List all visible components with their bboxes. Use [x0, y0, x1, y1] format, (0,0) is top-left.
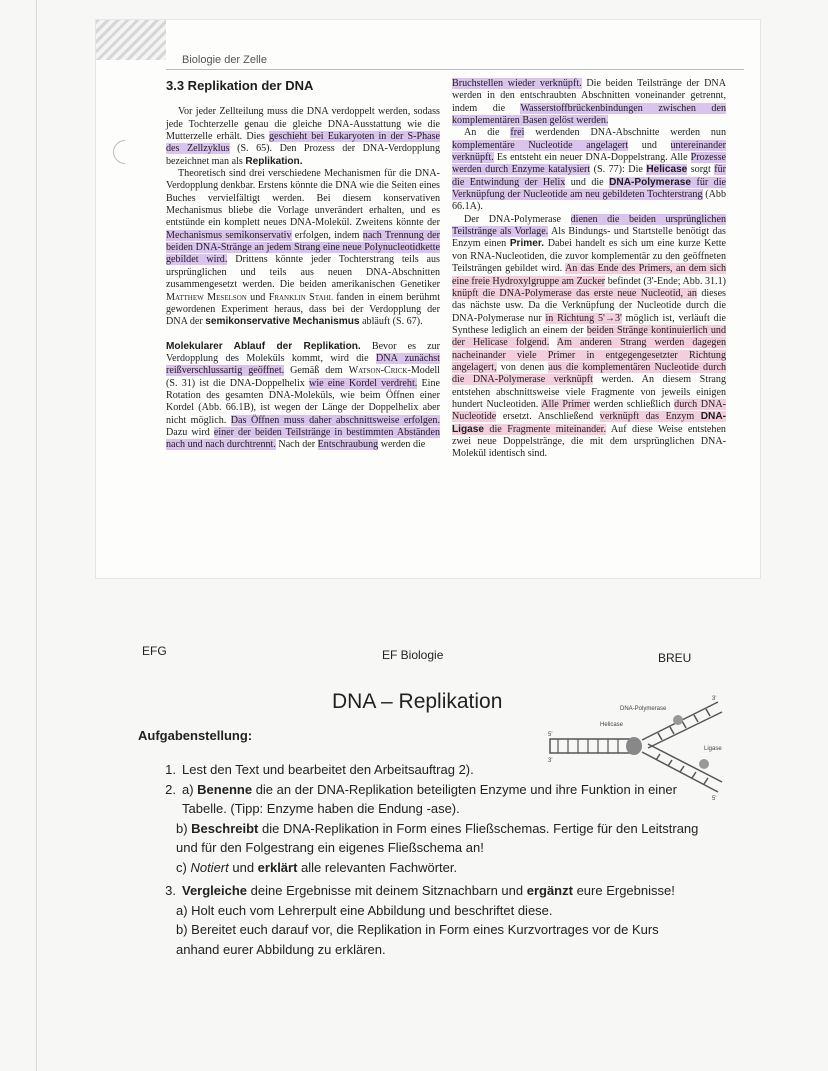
text-run: dienen die beiden ursprünglichen Teilstränge als Vorlage.: [452, 213, 726, 238]
paragraph-gap: [166, 329, 440, 341]
task-text: a) Benenne die an der DNA-Replikation beteiligten Enzyme und ihre Funktion in einer Tabelle. (Tipp: Enzyme haben die Endung -ase).: [182, 781, 677, 816]
paragraph: [452, 214, 726, 461]
text-run: Es entsteht ein neuer DNA-Doppelstrang. Alle: [493, 152, 691, 164]
text-run: werden die: [378, 439, 426, 451]
text-run: untereinander verknüpft.: [452, 139, 726, 164]
text-run: in Richtung 5'→3': [545, 312, 622, 324]
polymerase-enzyme-shape: [673, 715, 683, 725]
text-run: frei: [510, 127, 525, 139]
task-2c: c) Notiert und erklärt alle relevanten Fachwörter.: [176, 859, 458, 875]
task-2: [142, 780, 702, 819]
text-run: werdenden DNA-Abschnitte werden nun: [524, 127, 727, 139]
label-polymerase: DNA-Polymerase: [620, 706, 667, 712]
text-run: Als Bindungs- und Startstelle benötigt das Enzym einen: [452, 226, 726, 250]
task-3: [142, 881, 702, 901]
label-ligase: Ligase: [704, 746, 722, 752]
text-column-left: [166, 80, 440, 452]
task-heading: Aufgabenstellung:: [138, 728, 253, 743]
text-run: dieses das nächste usw. Da die Verknüpfung der Nucleotide durch die DNA-Polymerase nur: [452, 287, 726, 324]
text-run: DNA-Ligase: [452, 411, 726, 435]
text-run: erfolgen, indem: [291, 229, 363, 241]
text-run: fanden in einem berühmt gewordenen Experiment heraus, dass bei der Verdopplung der DNA der: [166, 291, 440, 328]
text-run: komplementäre Nucleotide angelagert: [452, 139, 629, 151]
text-run: Bruchstellen wieder verknüpft.: [452, 78, 582, 89]
text-run: Vor jeder Zellteilung muss die DNA verdoppelt werden, sodass jede Tochterzelle genau die gleiche DNA-Ausstattung wie die Mutterzelle erhält. Dies: [166, 106, 440, 143]
text-run: Am anderen Strang werden dagegen nacheinander viele Primer in entgegengesetzter Richtung angelagert,: [452, 337, 726, 373]
text-run: beiden Stränge kontinuierlich und der Helicase folgend.: [452, 324, 726, 349]
text-run: Alle Primer: [541, 398, 590, 410]
text-run: An die: [464, 127, 511, 139]
paragraph: [166, 341, 440, 452]
running-head: Biologie der Zelle: [182, 54, 267, 66]
text-run: Auf diese Weise entstehen zwei neue Doppelstränge, die mit dem ursprünglichen DNA-Molekül identisch sind.: [452, 423, 726, 460]
text-run: -Modell (S. 31) ist die DNA-Doppelhelix: [166, 365, 440, 389]
header-course: EF Biologie: [382, 648, 444, 662]
text-run: Prozesse werden durch Enzyme katalysiert: [452, 152, 726, 176]
task-text: Vergleiche deine Ergebnisse mit deinem Sitznachbarn und ergänzt eure Ergebnisse!: [182, 883, 675, 898]
text-run: (S. 77): Die: [590, 164, 647, 176]
text-run: Die beiden Teilstränge der DNA werden in den entschraubten Abschnitten voneinander getrennt, indem die: [452, 78, 726, 114]
label-3-prime: 3': [548, 758, 553, 764]
text-run: werden. An diesem Strang entstehen abschnittsweise viele Fragmente von jeweils einigen hundert Nucleotiden.: [452, 374, 726, 410]
paragraph: [452, 78, 726, 127]
text-column-right: [452, 78, 726, 461]
text-run: (S. 65). Den Prozess der DNA-Verdopplung bezeichnet man als: [166, 143, 440, 167]
text-run: Mechanismus semikonservativ: [166, 229, 292, 241]
text-run: und: [628, 139, 671, 151]
text-run: [549, 337, 557, 348]
helicase-enzyme-shape: [626, 737, 642, 755]
text-run: Eine Rotation des gesamten DNA-Moleküls, wie beim Öffnen einer Kordel (Abb. 66.1B), ist wegen der Länge der Doppelhelix aber nicht möglich.: [166, 377, 440, 426]
text-run: An das Ende des Primers, an dem sich eine freie Hydroxylgruppe am Zucker: [452, 263, 726, 287]
text-run: abläuft (S. 67).: [359, 316, 423, 328]
text-run: verknüpft das Enzym: [599, 411, 701, 423]
text-run: geschieht bei Eukaryoten in der S-Phase des Zellzyklus: [166, 131, 441, 155]
task-number: 1.: [165, 762, 176, 777]
text-run: Nach der: [275, 439, 318, 451]
text-run: Drittens könnte jeder Tochterstrang teils aus ursprünglichen und teils aus neuen DNA-Abschnitten zusammengesetzt werden. Die beiden amerikanischen Genetiker: [166, 254, 440, 291]
task-3a: a) Holt euch vom Lehrerpult eine Abbildung und beschriftet diese.: [176, 902, 553, 918]
task-text: Lest den Text und bearbeitet den Arbeitsauftrag 2).: [182, 762, 474, 777]
text-run: wie eine Kordel verdreht.: [309, 377, 418, 389]
text-run: Theoretisch sind drei verschiedene Mechanismen für die DNA-Verdopplung denkbar. Erstens könnte die DNA wie die Seiten eines Buches vervielfältigt werden. Bei diesem konservativen Mechanismus bliebe die Vorlage unverändert erhalten, und es entstünde ein komplett neues DNA-Molekül. Zweitens könnte der: [166, 168, 440, 229]
text-run: möglich ist, verläuft die Synthese lediglich an einem der: [452, 312, 727, 336]
parental-helix: [550, 739, 630, 753]
sheet-edge-line: [36, 0, 37, 1071]
label-3-prime-top: 3': [712, 696, 717, 702]
text-run: befindet (3'-Ende; Abb. 31.1): [605, 275, 726, 287]
section-title: 3.3 Replikation der DNA: [166, 78, 314, 93]
text-run: sorgt: [687, 164, 715, 176]
text-run: für die Entwindung der Helix: [452, 164, 726, 188]
text-run: Bevor es zur Verdopplung des Moleküls kommt, wird die: [166, 340, 440, 364]
text-run: Helicase: [646, 164, 688, 176]
text-run: die Fragmente miteinander.: [483, 423, 606, 435]
text-run: Matthew Meselson: [166, 291, 247, 303]
text-run: Molekularer Ablauf der Replikation.: [166, 340, 361, 352]
text-run: ersetzt. Anschließend: [496, 411, 600, 423]
text-run: einer der beiden Teilstränge in bestimmten Abständen nach und nach durchtrennt.: [166, 426, 440, 451]
text-run: werden schließlich: [589, 398, 675, 410]
task-3b: b) Bereitet euch darauf vor, die Replikation in Form eines Kurzvortrages vor de Kurs anhand eurer Abbildung zu erklären.: [176, 922, 659, 957]
text-run: aus die komplementären Nucleotide durch die DNA-Polymerase verknüpft: [452, 361, 726, 386]
text-run: DNA-Polymerase: [609, 176, 692, 188]
book-corner-illustration: [96, 20, 166, 60]
task-list: [142, 760, 702, 959]
text-run: Der DNA-Polymerase: [464, 213, 571, 225]
text-run: semikonservative Mechanismus: [205, 316, 360, 328]
text-run: (Abb 66.1A).: [452, 189, 726, 213]
text-run: Entschraubung: [317, 439, 379, 451]
text-run: Primer.: [509, 238, 545, 250]
text-run: Replikation.: [245, 155, 303, 167]
task-number: 3.: [165, 883, 176, 898]
paragraph: [166, 106, 440, 168]
text-run: für die Verknüpfung der Nucleotide am neu gebildeten Tochterstrang: [452, 176, 726, 201]
text-run: und: [246, 291, 269, 303]
text-run: Watson-Crick: [348, 365, 408, 377]
worksheet-title: DNA – Replikation: [332, 690, 503, 713]
text-run: Wasserstoffbrückenbindungen zwischen den komplementären Basen gelöst werden.: [452, 102, 726, 127]
text-run: durch DNA-Nucleotide: [452, 398, 726, 423]
text-run: DNA zunächst reißverschlussartig geöffnet.: [166, 352, 440, 377]
text-run: von denen: [496, 361, 549, 373]
header-school: EFG: [142, 644, 167, 658]
text-run: und die: [565, 176, 610, 188]
text-run: Franklin Stahl: [268, 291, 333, 303]
task-1: [142, 760, 702, 780]
paragraph: [166, 168, 440, 328]
text-run: Dazu wird: [166, 426, 214, 438]
header-teacher: BREU: [658, 651, 692, 665]
label-5-prime-bottom: 5': [712, 796, 717, 802]
paragraph: [452, 127, 726, 213]
task-number: 2.: [165, 781, 176, 797]
label-5-prime: 5': [548, 732, 553, 738]
text-run: Gemäß dem: [284, 365, 349, 377]
text-run: Dabei handelt es sich um eine kurze Kette von RNA-Nucleotiden, die zuvor komplementär zu den geöffneten Teilsträngen gebildet wird.: [452, 238, 726, 275]
label-helicase: Helicase: [600, 722, 624, 728]
running-head-rule: [166, 69, 744, 70]
text-run: nach Trennung der beiden DNA-Stränge an jedem Strang eine neue Polynucleotidkette gebildet wird.: [166, 229, 440, 266]
textbook-excerpt: [96, 20, 760, 578]
task-2b: b) Beschreibt die DNA-Replikation in Form eines Fließschemas. Fertige für den Leitstrang und für den Folgestrang ein eigenes Fließschema an!: [176, 820, 699, 855]
text-run: Das Öffnen muss daher abschnittsweise erfolgen.: [230, 414, 440, 426]
text-run: knüpft die DNA-Polymerase das erste neue Nucleotid, an: [452, 287, 697, 299]
